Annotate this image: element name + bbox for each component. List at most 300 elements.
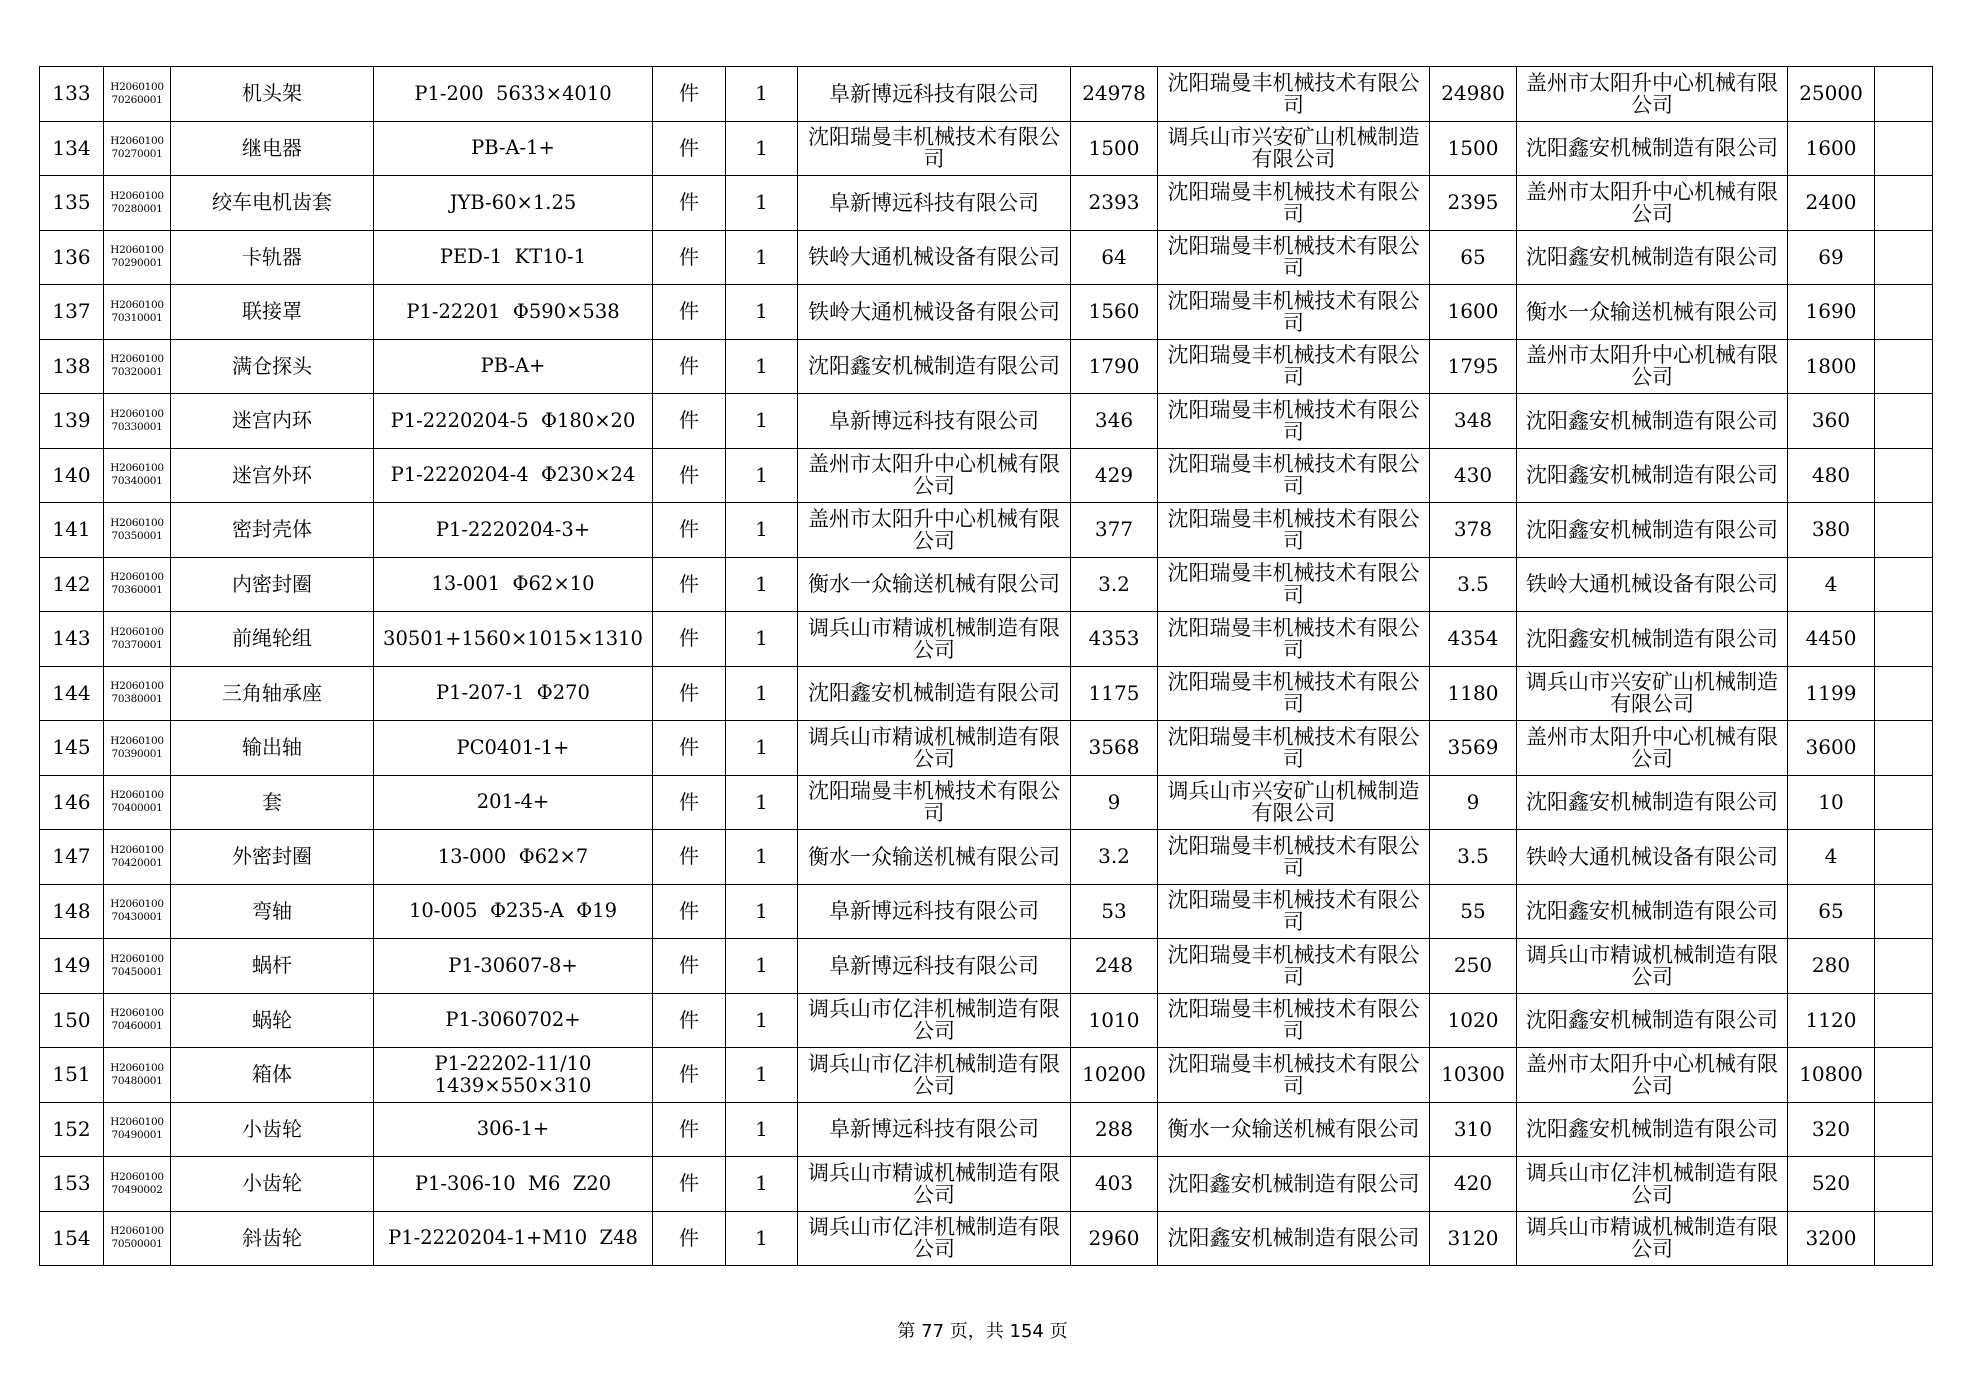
supplier-2-price: 55 <box>1430 884 1517 939</box>
item-model: PC0401-1+ <box>374 721 653 776</box>
supplier-1-price: 2393 <box>1071 176 1158 231</box>
row-number: 153 <box>40 1157 104 1212</box>
blank-cell <box>1875 993 1933 1048</box>
item-unit: 件 <box>653 503 726 558</box>
item-unit: 件 <box>653 1157 726 1212</box>
supplier-2-name: 沈阳瑞曼丰机械技术有限公司 <box>1158 830 1430 885</box>
supplier-1-price: 1175 <box>1071 666 1158 721</box>
supplier-3-name: 调兵山市精诚机械制造有限公司 <box>1517 1211 1788 1266</box>
item-quantity: 1 <box>726 666 798 721</box>
row-number: 140 <box>40 448 104 503</box>
item-unit: 件 <box>653 939 726 994</box>
supplier-2-price: 430 <box>1430 448 1517 503</box>
item-model: 201-4+ <box>374 775 653 830</box>
supplier-1-name: 沈阳瑞曼丰机械技术有限公司 <box>798 775 1071 830</box>
supplier-2-name: 沈阳瑞曼丰机械技术有限公司 <box>1158 339 1430 394</box>
supplier-1-price: 429 <box>1071 448 1158 503</box>
item-model: P1-2220204-5 Φ180×20 <box>374 394 653 449</box>
item-name: 箱体 <box>171 1048 374 1103</box>
row-number: 141 <box>40 503 104 558</box>
item-unit: 件 <box>653 1102 726 1157</box>
supplier-3-name: 盖州市太阳升中心机械有限公司 <box>1517 1048 1788 1103</box>
item-unit: 件 <box>653 339 726 394</box>
item-model: 306-1+ <box>374 1102 653 1157</box>
supplier-3-name: 沈阳鑫安机械制造有限公司 <box>1517 503 1788 558</box>
item-quantity: 1 <box>726 557 798 612</box>
supplier-1-name: 盖州市太阳升中心机械有限公司 <box>798 448 1071 503</box>
row-number: 148 <box>40 884 104 939</box>
material-code: H2060100 70370001 <box>104 612 171 667</box>
item-unit: 件 <box>653 775 726 830</box>
supplier-2-price: 4354 <box>1430 612 1517 667</box>
supplier-2-name: 沈阳瑞曼丰机械技术有限公司 <box>1158 176 1430 231</box>
supplier-1-name: 阜新博远科技有限公司 <box>798 176 1071 231</box>
item-name: 机头架 <box>171 67 374 122</box>
item-quantity: 1 <box>726 1102 798 1157</box>
supplier-3-price: 65 <box>1788 884 1875 939</box>
table-row <box>40 503 1933 558</box>
supplier-3-price: 1800 <box>1788 339 1875 394</box>
supplier-1-name: 调兵山市亿沣机械制造有限公司 <box>798 1048 1071 1103</box>
supplier-1-price: 248 <box>1071 939 1158 994</box>
supplier-1-price: 1560 <box>1071 285 1158 340</box>
supplier-3-name: 沈阳鑫安机械制造有限公司 <box>1517 775 1788 830</box>
item-unit: 件 <box>653 993 726 1048</box>
table-row <box>40 612 1933 667</box>
supplier-3-name: 调兵山市亿沣机械制造有限公司 <box>1517 1157 1788 1212</box>
supplier-3-name: 衡水一众输送机械有限公司 <box>1517 285 1788 340</box>
supplier-3-name: 铁岭大通机械设备有限公司 <box>1517 830 1788 885</box>
material-code: H2060100 70260001 <box>104 67 171 122</box>
supplier-3-price: 320 <box>1788 1102 1875 1157</box>
supplier-2-name: 沈阳瑞曼丰机械技术有限公司 <box>1158 230 1430 285</box>
supplier-3-price: 3600 <box>1788 721 1875 776</box>
table-row <box>40 666 1933 721</box>
row-number: 144 <box>40 666 104 721</box>
supplier-1-price: 346 <box>1071 394 1158 449</box>
item-model: 30501+1560×1015×1310 <box>374 612 653 667</box>
item-quantity: 1 <box>726 993 798 1048</box>
row-number: 154 <box>40 1211 104 1266</box>
material-code: H2060100 70390001 <box>104 721 171 776</box>
material-code: H2060100 70290001 <box>104 230 171 285</box>
supplier-2-name: 衡水一众输送机械有限公司 <box>1158 1102 1430 1157</box>
supplier-3-name: 铁岭大通机械设备有限公司 <box>1517 557 1788 612</box>
supplier-1-price: 3.2 <box>1071 830 1158 885</box>
material-code: H2060100 70480001 <box>104 1048 171 1103</box>
supplier-1-name: 铁岭大通机械设备有限公司 <box>798 285 1071 340</box>
supplier-1-price: 24978 <box>1071 67 1158 122</box>
item-name: 联接罩 <box>171 285 374 340</box>
table-row <box>40 394 1933 449</box>
supplier-3-price: 1690 <box>1788 285 1875 340</box>
blank-cell <box>1875 939 1933 994</box>
supplier-3-price: 69 <box>1788 230 1875 285</box>
item-model: P1-207-1 Φ270 <box>374 666 653 721</box>
supplier-3-name: 沈阳鑫安机械制造有限公司 <box>1517 394 1788 449</box>
supplier-1-price: 403 <box>1071 1157 1158 1212</box>
item-name: 弯轴 <box>171 884 374 939</box>
item-model: PED-1 KT10-1 <box>374 230 653 285</box>
supplier-3-price: 4 <box>1788 830 1875 885</box>
supplier-3-name: 沈阳鑫安机械制造有限公司 <box>1517 884 1788 939</box>
item-name: 前绳轮组 <box>171 612 374 667</box>
supplier-2-price: 9 <box>1430 775 1517 830</box>
item-quantity: 1 <box>726 1211 798 1266</box>
row-number: 133 <box>40 67 104 122</box>
supplier-3-price: 480 <box>1788 448 1875 503</box>
supplier-2-name: 调兵山市兴安矿山机械制造有限公司 <box>1158 775 1430 830</box>
supplier-2-price: 378 <box>1430 503 1517 558</box>
blank-cell <box>1875 1157 1933 1212</box>
table-row <box>40 884 1933 939</box>
item-model: JYB-60×1.25 <box>374 176 653 231</box>
material-code: H2060100 70500001 <box>104 1211 171 1266</box>
footer-middle: 页，共 <box>949 1321 1004 1342</box>
supplier-1-price: 3568 <box>1071 721 1158 776</box>
row-number: 145 <box>40 721 104 776</box>
material-code: H2060100 70400001 <box>104 775 171 830</box>
supplier-2-price: 348 <box>1430 394 1517 449</box>
blank-cell <box>1875 176 1933 231</box>
supplier-3-price: 380 <box>1788 503 1875 558</box>
item-model: PB-A+ <box>374 339 653 394</box>
row-number: 138 <box>40 339 104 394</box>
table-row <box>40 775 1933 830</box>
row-number: 142 <box>40 557 104 612</box>
material-code: H2060100 70310001 <box>104 285 171 340</box>
item-model: PB-A-1+ <box>374 121 653 176</box>
blank-cell <box>1875 339 1933 394</box>
material-code: H2060100 70360001 <box>104 557 171 612</box>
material-code: H2060100 70460001 <box>104 993 171 1048</box>
blank-cell <box>1875 121 1933 176</box>
supplier-3-price: 10800 <box>1788 1048 1875 1103</box>
material-code: H2060100 70320001 <box>104 339 171 394</box>
supplier-2-name: 沈阳瑞曼丰机械技术有限公司 <box>1158 503 1430 558</box>
supplier-1-name: 盖州市太阳升中心机械有限公司 <box>798 503 1071 558</box>
blank-cell <box>1875 612 1933 667</box>
item-model: P1-3060702+ <box>374 993 653 1048</box>
supplier-3-price: 10 <box>1788 775 1875 830</box>
item-quantity: 1 <box>726 503 798 558</box>
blank-cell <box>1875 1102 1933 1157</box>
blank-cell <box>1875 448 1933 503</box>
supplier-2-price: 3.5 <box>1430 830 1517 885</box>
item-name: 密封壳体 <box>171 503 374 558</box>
item-unit: 件 <box>653 176 726 231</box>
item-quantity: 1 <box>726 612 798 667</box>
item-unit: 件 <box>653 830 726 885</box>
item-name: 内密封圈 <box>171 557 374 612</box>
supplier-2-name: 沈阳瑞曼丰机械技术有限公司 <box>1158 939 1430 994</box>
row-number: 143 <box>40 612 104 667</box>
table-row <box>40 993 1933 1048</box>
row-number: 137 <box>40 285 104 340</box>
supplier-1-name: 阜新博远科技有限公司 <box>798 1102 1071 1157</box>
item-quantity: 1 <box>726 67 798 122</box>
item-quantity: 1 <box>726 1048 798 1103</box>
item-name: 小齿轮 <box>171 1102 374 1157</box>
supplier-2-price: 1500 <box>1430 121 1517 176</box>
item-model: P1-200 5633×4010 <box>374 67 653 122</box>
supplier-3-name: 沈阳鑫安机械制造有限公司 <box>1517 993 1788 1048</box>
item-unit: 件 <box>653 394 726 449</box>
item-unit: 件 <box>653 448 726 503</box>
item-quantity: 1 <box>726 721 798 776</box>
supplier-2-price: 250 <box>1430 939 1517 994</box>
supplier-2-price: 1180 <box>1430 666 1517 721</box>
item-unit: 件 <box>653 612 726 667</box>
supplier-1-name: 阜新博远科技有限公司 <box>798 884 1071 939</box>
item-unit: 件 <box>653 121 726 176</box>
blank-cell <box>1875 557 1933 612</box>
supplier-1-name: 阜新博远科技有限公司 <box>798 394 1071 449</box>
table-row <box>40 721 1933 776</box>
supplier-1-name: 沈阳瑞曼丰机械技术有限公司 <box>798 121 1071 176</box>
blank-cell <box>1875 775 1933 830</box>
item-unit: 件 <box>653 721 726 776</box>
item-quantity: 1 <box>726 394 798 449</box>
table-row <box>40 557 1933 612</box>
supplier-3-name: 调兵山市兴安矿山机械制造有限公司 <box>1517 666 1788 721</box>
item-unit: 件 <box>653 230 726 285</box>
item-name: 迷宫外环 <box>171 448 374 503</box>
blank-cell <box>1875 884 1933 939</box>
supplier-2-price: 1600 <box>1430 285 1517 340</box>
supplier-2-price: 2395 <box>1430 176 1517 231</box>
material-code: H2060100 70330001 <box>104 394 171 449</box>
supplier-3-name: 盖州市太阳升中心机械有限公司 <box>1517 67 1788 122</box>
supplier-3-name: 沈阳鑫安机械制造有限公司 <box>1517 612 1788 667</box>
item-name: 三角轴承座 <box>171 666 374 721</box>
supplier-3-price: 3200 <box>1788 1211 1875 1266</box>
supplier-2-name: 沈阳瑞曼丰机械技术有限公司 <box>1158 394 1430 449</box>
blank-cell <box>1875 503 1933 558</box>
item-quantity: 1 <box>726 830 798 885</box>
row-number: 151 <box>40 1048 104 1103</box>
supplier-1-name: 阜新博远科技有限公司 <box>798 939 1071 994</box>
supplier-1-name: 铁岭大通机械设备有限公司 <box>798 230 1071 285</box>
supplier-2-name: 沈阳瑞曼丰机械技术有限公司 <box>1158 557 1430 612</box>
item-quantity: 1 <box>726 339 798 394</box>
table-row <box>40 67 1933 122</box>
supplier-1-name: 调兵山市精诚机械制造有限公司 <box>798 612 1071 667</box>
row-number: 139 <box>40 394 104 449</box>
material-code: H2060100 70270001 <box>104 121 171 176</box>
row-number: 147 <box>40 830 104 885</box>
item-name: 迷宫内环 <box>171 394 374 449</box>
supplier-3-price: 1199 <box>1788 666 1875 721</box>
blank-cell <box>1875 666 1933 721</box>
footer-page-number: 77 <box>921 1321 945 1342</box>
blank-cell <box>1875 285 1933 340</box>
table-row <box>40 830 1933 885</box>
blank-cell <box>1875 1048 1933 1103</box>
item-name: 小齿轮 <box>171 1157 374 1212</box>
item-quantity: 1 <box>726 1157 798 1212</box>
supplier-2-price: 10300 <box>1430 1048 1517 1103</box>
item-name: 外密封圈 <box>171 830 374 885</box>
supplier-2-name: 沈阳瑞曼丰机械技术有限公司 <box>1158 285 1430 340</box>
supplier-1-price: 3.2 <box>1071 557 1158 612</box>
item-unit: 件 <box>653 1211 726 1266</box>
item-name: 蜗轮 <box>171 993 374 1048</box>
quotation-table <box>39 66 1933 1266</box>
item-model: 10-005 Φ235-A Φ19 <box>374 884 653 939</box>
supplier-1-price: 288 <box>1071 1102 1158 1157</box>
material-code: H2060100 70380001 <box>104 666 171 721</box>
supplier-1-name: 衡水一众输送机械有限公司 <box>798 557 1071 612</box>
supplier-2-name: 沈阳瑞曼丰机械技术有限公司 <box>1158 67 1430 122</box>
supplier-3-price: 4450 <box>1788 612 1875 667</box>
supplier-2-name: 沈阳瑞曼丰机械技术有限公司 <box>1158 666 1430 721</box>
supplier-2-name: 沈阳瑞曼丰机械技术有限公司 <box>1158 993 1430 1048</box>
supplier-3-name: 盖州市太阳升中心机械有限公司 <box>1517 176 1788 231</box>
supplier-2-price: 1020 <box>1430 993 1517 1048</box>
item-name: 套 <box>171 775 374 830</box>
item-quantity: 1 <box>726 939 798 994</box>
supplier-1-price: 1790 <box>1071 339 1158 394</box>
blank-cell <box>1875 394 1933 449</box>
supplier-2-name: 沈阳瑞曼丰机械技术有限公司 <box>1158 448 1430 503</box>
item-name: 绞车电机齿套 <box>171 176 374 231</box>
supplier-3-price: 1600 <box>1788 121 1875 176</box>
supplier-2-price: 420 <box>1430 1157 1517 1212</box>
supplier-3-price: 280 <box>1788 939 1875 994</box>
table-row <box>40 230 1933 285</box>
blank-cell <box>1875 830 1933 885</box>
supplier-3-name: 盖州市太阳升中心机械有限公司 <box>1517 339 1788 394</box>
supplier-2-name: 沈阳鑫安机械制造有限公司 <box>1158 1157 1430 1212</box>
item-quantity: 1 <box>726 884 798 939</box>
item-model: P1-22201 Φ590×538 <box>374 285 653 340</box>
blank-cell <box>1875 67 1933 122</box>
supplier-1-name: 调兵山市精诚机械制造有限公司 <box>798 721 1071 776</box>
supplier-1-price: 4353 <box>1071 612 1158 667</box>
item-unit: 件 <box>653 884 726 939</box>
item-name: 继电器 <box>171 121 374 176</box>
row-number: 136 <box>40 230 104 285</box>
item-name: 卡轨器 <box>171 230 374 285</box>
supplier-1-name: 沈阳鑫安机械制造有限公司 <box>798 339 1071 394</box>
item-name: 输出轴 <box>171 721 374 776</box>
supplier-2-name: 调兵山市兴安矿山机械制造有限公司 <box>1158 121 1430 176</box>
material-code: H2060100 70420001 <box>104 830 171 885</box>
supplier-1-price: 1500 <box>1071 121 1158 176</box>
supplier-2-name: 沈阳鑫安机械制造有限公司 <box>1158 1211 1430 1266</box>
supplier-3-price: 25000 <box>1788 67 1875 122</box>
table-row <box>40 1211 1933 1266</box>
supplier-1-name: 调兵山市亿沣机械制造有限公司 <box>798 993 1071 1048</box>
material-code: H2060100 70350001 <box>104 503 171 558</box>
supplier-3-price: 1120 <box>1788 993 1875 1048</box>
table-row <box>40 1157 1933 1212</box>
supplier-1-price: 2960 <box>1071 1211 1158 1266</box>
supplier-3-price: 4 <box>1788 557 1875 612</box>
row-number: 134 <box>40 121 104 176</box>
table-row <box>40 176 1933 231</box>
item-model: P1-22202-11/10 1439×550×310 <box>374 1048 653 1103</box>
supplier-2-price: 1795 <box>1430 339 1517 394</box>
supplier-1-name: 调兵山市亿沣机械制造有限公司 <box>798 1211 1071 1266</box>
supplier-2-name: 沈阳瑞曼丰机械技术有限公司 <box>1158 884 1430 939</box>
item-unit: 件 <box>653 67 726 122</box>
supplier-1-name: 沈阳鑫安机械制造有限公司 <box>798 666 1071 721</box>
material-code: H2060100 70430001 <box>104 884 171 939</box>
supplier-2-price: 24980 <box>1430 67 1517 122</box>
material-code: H2060100 70340001 <box>104 448 171 503</box>
row-number: 152 <box>40 1102 104 1157</box>
supplier-2-price: 65 <box>1430 230 1517 285</box>
blank-cell <box>1875 721 1933 776</box>
item-name: 满仓探头 <box>171 339 374 394</box>
item-model: P1-306-10 M6 Z20 <box>374 1157 653 1212</box>
item-name: 蜗杆 <box>171 939 374 994</box>
supplier-3-price: 2400 <box>1788 176 1875 231</box>
item-name: 斜齿轮 <box>171 1211 374 1266</box>
supplier-1-name: 调兵山市精诚机械制造有限公司 <box>798 1157 1071 1212</box>
item-quantity: 1 <box>726 285 798 340</box>
supplier-1-price: 377 <box>1071 503 1158 558</box>
table-row <box>40 1102 1933 1157</box>
blank-cell <box>1875 230 1933 285</box>
supplier-2-name: 沈阳瑞曼丰机械技术有限公司 <box>1158 721 1430 776</box>
supplier-1-price: 10200 <box>1071 1048 1158 1103</box>
table-row <box>40 939 1933 994</box>
row-number: 150 <box>40 993 104 1048</box>
supplier-3-name: 沈阳鑫安机械制造有限公司 <box>1517 1102 1788 1157</box>
supplier-1-name: 衡水一众输送机械有限公司 <box>798 830 1071 885</box>
supplier-3-price: 520 <box>1788 1157 1875 1212</box>
item-unit: 件 <box>653 557 726 612</box>
material-code: H2060100 70490001 <box>104 1102 171 1157</box>
item-model: 13-001 Φ62×10 <box>374 557 653 612</box>
supplier-3-name: 沈阳鑫安机械制造有限公司 <box>1517 230 1788 285</box>
supplier-2-name: 沈阳瑞曼丰机械技术有限公司 <box>1158 1048 1430 1103</box>
supplier-3-name: 沈阳鑫安机械制造有限公司 <box>1517 121 1788 176</box>
material-code: H2060100 70490002 <box>104 1157 171 1212</box>
supplier-1-price: 9 <box>1071 775 1158 830</box>
table-row <box>40 339 1933 394</box>
item-model: P1-2220204-3+ <box>374 503 653 558</box>
page-footer <box>0 1317 1965 1343</box>
supplier-1-price: 53 <box>1071 884 1158 939</box>
table-row <box>40 285 1933 340</box>
item-model: P1-30607-8+ <box>374 939 653 994</box>
item-model: P1-2220204-1+M10 Z48 <box>374 1211 653 1266</box>
supplier-1-name: 阜新博远科技有限公司 <box>798 67 1071 122</box>
supplier-2-price: 310 <box>1430 1102 1517 1157</box>
supplier-2-price: 3569 <box>1430 721 1517 776</box>
item-unit: 件 <box>653 666 726 721</box>
item-model: P1-2220204-4 Φ230×24 <box>374 448 653 503</box>
footer-prefix: 第 <box>897 1321 916 1342</box>
item-unit: 件 <box>653 285 726 340</box>
table-row <box>40 448 1933 503</box>
item-quantity: 1 <box>726 448 798 503</box>
item-quantity: 1 <box>726 121 798 176</box>
row-number: 149 <box>40 939 104 994</box>
item-model: 13-000 Φ62×7 <box>374 830 653 885</box>
material-code: H2060100 70450001 <box>104 939 171 994</box>
supplier-2-price: 3.5 <box>1430 557 1517 612</box>
footer-suffix: 页 <box>1049 1321 1068 1342</box>
supplier-3-name: 盖州市太阳升中心机械有限公司 <box>1517 721 1788 776</box>
table-row <box>40 1048 1933 1103</box>
item-quantity: 1 <box>726 176 798 231</box>
supplier-3-name: 沈阳鑫安机械制造有限公司 <box>1517 448 1788 503</box>
